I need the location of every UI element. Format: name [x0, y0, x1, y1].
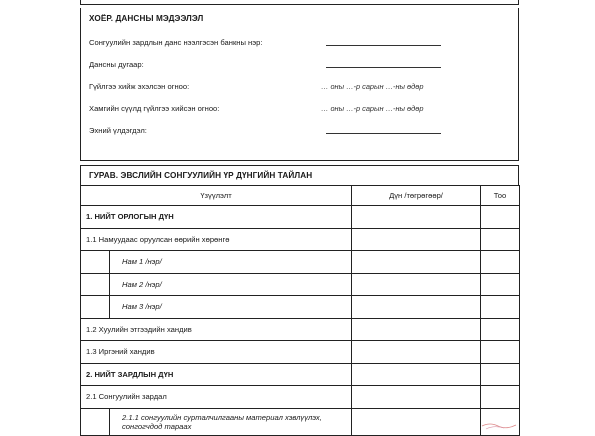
table-row — [81, 386, 520, 409]
row-party1-label: Нам 1 /нэр/ — [110, 251, 352, 274]
header-count: Тоо — [481, 186, 520, 206]
table-row — [81, 408, 520, 435]
row-expense-total-count[interactable] — [481, 363, 520, 386]
row-1-2-amount[interactable] — [352, 318, 481, 341]
row-party1-count[interactable] — [481, 251, 520, 274]
field-account-number-label: Дансны дугаар: — [89, 60, 144, 69]
field-start-date-label: Гүйлгээ хийж эхэлсэн огноо: — [89, 82, 190, 91]
table-row — [81, 251, 520, 274]
row-party2-count[interactable] — [481, 273, 520, 296]
row-party3-amount[interactable] — [352, 296, 481, 319]
header-indicator: Үзүүлэлт — [81, 186, 352, 206]
row-party2-amount[interactable] — [352, 273, 481, 296]
row-1-1-amount[interactable] — [352, 228, 481, 251]
header-amount: Дүн /төгрөгөөр/ — [352, 186, 481, 206]
indent-cell — [81, 251, 110, 274]
row-2-1-amount[interactable] — [352, 386, 481, 409]
table-row — [81, 363, 520, 386]
field-last-date-hint[interactable]: … оны …-р сарын …-ны өдөр — [321, 104, 424, 113]
row-1-1-label: 1.1 Намуудаас оруулсан өөрийн хөрөнгө — [81, 228, 352, 251]
row-1-2-label: 1.2 Хуулийн этгээдийн хандив — [81, 318, 352, 341]
stamp-mark-icon — [480, 420, 520, 430]
indent-cell — [81, 273, 110, 296]
section-account-info — [80, 8, 519, 161]
row-1-3-count[interactable] — [481, 341, 520, 364]
row-1-3-label: 1.3 Иргэний хандив — [81, 341, 352, 364]
field-last-date-label: Хамгийн сүүлд гүйлгээ хийсэн огноо: — [89, 104, 220, 113]
row-party2-label: Нам 2 /нэр/ — [110, 273, 352, 296]
indent-cell — [81, 408, 110, 435]
table-row — [81, 228, 520, 251]
row-income-total-count[interactable] — [481, 206, 520, 229]
report-table — [80, 185, 520, 436]
table-header-row — [81, 186, 520, 206]
table-row — [81, 318, 520, 341]
field-bank-name-line[interactable] — [326, 45, 441, 46]
section3-header-box — [80, 165, 519, 186]
row-party3-count[interactable] — [481, 296, 520, 319]
section2-title: ХОЁР. ДАНСНЫ МЭДЭЭЛЭЛ — [89, 14, 204, 23]
row-party3-label: Нам 3 /нэр/ — [110, 296, 352, 319]
row-1-2-count[interactable] — [481, 318, 520, 341]
table-row — [81, 206, 520, 229]
field-bank-name-label: Сонгуулийн зардлын данс нээлгэсэн банкны нэр: — [89, 38, 263, 47]
top-cut-row — [80, 0, 519, 5]
field-opening-balance-label: Эхний үлдэгдэл: — [89, 126, 147, 135]
row-expense-total-label: 2. НИЙТ ЗАРДЛЫН ДҮН — [81, 363, 352, 386]
table-row — [81, 296, 520, 319]
row-party1-amount[interactable] — [352, 251, 481, 274]
row-income-total-label: 1. НИЙТ ОРЛОГЫН ДҮН — [81, 206, 352, 229]
row-2-1-count[interactable] — [481, 386, 520, 409]
row-1-1-count[interactable] — [481, 228, 520, 251]
row-income-total-amount[interactable] — [352, 206, 481, 229]
row-2-1-label: 2.1 Сонгуулийн зардал — [81, 386, 352, 409]
row-expense-total-amount[interactable] — [352, 363, 481, 386]
table-row — [81, 341, 520, 364]
field-start-date-hint[interactable]: … оны …-р сарын …-ны өдөр — [321, 82, 424, 91]
field-account-number-line[interactable] — [326, 67, 441, 68]
section3-title: ГУРАВ. ЭВСЛИЙН СОНГУУЛИЙН ҮР ДҮНГИЙН ТАЙЛАН — [89, 171, 313, 180]
row-2-1-1-label: 2.1.1 сонгуулийн сурталчилгааны материал хэвлүүлэх, сонгогчдод тарааx — [122, 412, 322, 431]
indent-cell — [81, 296, 110, 319]
table-row — [81, 273, 520, 296]
row-2-1-1-amount[interactable] — [352, 408, 481, 435]
field-opening-balance-line[interactable] — [326, 133, 441, 134]
row-1-3-amount[interactable] — [352, 341, 481, 364]
